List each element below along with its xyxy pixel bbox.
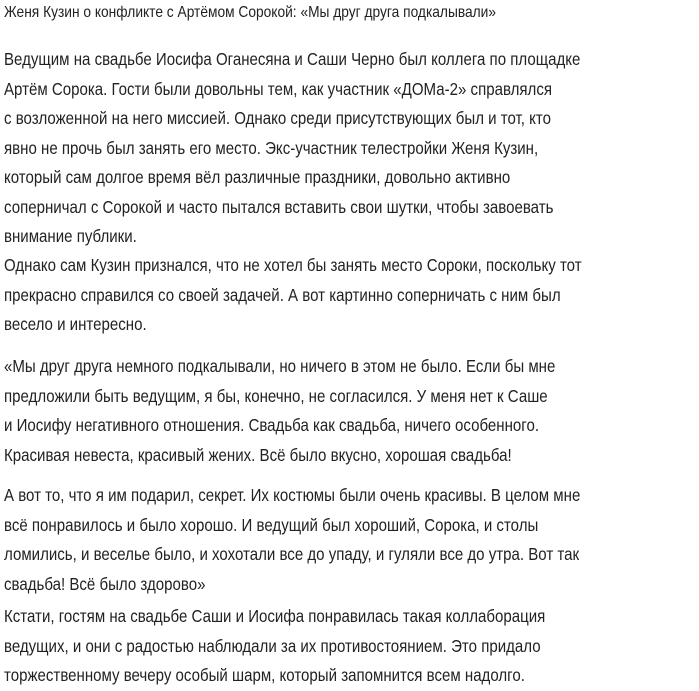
text-line: Кстати, гостям на свадьбе Саши и Иосифа понравилась такая коллаборация: [4, 606, 546, 626]
text-line: торжественному вечеру особый шарм, который запомнится всем надолго.: [4, 665, 525, 685]
text-line: явно не прочь был занять его место. Экс-участник телестройки Женя Кузин,: [4, 137, 539, 158]
text-line: внимание публики.: [4, 226, 137, 246]
text-line: Артём Сорока. Гости были довольны тем, как участник «ДОМа-2» справлялся: [4, 78, 553, 99]
text-line: прекрасно справился со своей задачей. А вот картинно соперничать с ним был: [4, 284, 561, 305]
paragraph-3-quote: [4, 352, 645, 470]
text-line: А вот то, что я им подарил, секрет. Их костюмы были очень красивы. В целом мне: [4, 485, 581, 505]
paragraph-1: [4, 45, 674, 252]
text-line: предложили быть ведущим, я бы, конечно, не согласился. У меня нет к Саше: [4, 385, 548, 406]
text-line: всё понравилось и было хорошо. И ведущий был хороший, Сорока, и столы: [4, 514, 539, 535]
text-line: «Мы друг друга немного подкалывали, но ничего в этом не было. Если бы мне: [4, 356, 556, 376]
text-line: весело и интересно.: [4, 314, 147, 334]
paragraph-2: [4, 251, 676, 340]
text-line: свадьба! Всё было здорово»: [4, 573, 206, 594]
text-line: с возложенной на него миссией. Однако среди присутствующих был и тот, кто: [4, 108, 551, 128]
paragraph-5: [4, 602, 633, 691]
text-line: ведущих, и они с радостью наблюдали за их противостоянием. Это придало: [4, 635, 541, 656]
article-title: Женя Кузин о конфликте с Артёмом Сорокой: «Мы друг друга подкалывали»: [4, 4, 497, 21]
text-line: ломились, и веселье было, и хохотали все до упаду, и гуляли все до утра. Вот так: [4, 544, 580, 564]
text-line: и Иосифу негативного отношения. Свадьба как свадьба, ничего особенного.: [4, 415, 540, 435]
text-line: Ведущим на свадьбе Иосифа Оганесяна и Саши Черно был коллега по площадке: [4, 49, 581, 69]
text-line: Красивая невеста, красивый жених. Всё было вкусно, хорошая свадьба!: [4, 444, 512, 465]
text-line: соперничал с Сорокой и часто пытался вставить свои шутки, чтобы завоевать: [4, 196, 554, 217]
paragraph-4-quote: [4, 481, 674, 599]
text-line: Однако сам Кузин признался, что не хотел бы занять место Сороки, поскольку тот: [4, 255, 582, 275]
text-line: который сам долгое время вёл различные праздники, довольно активно: [4, 167, 511, 187]
